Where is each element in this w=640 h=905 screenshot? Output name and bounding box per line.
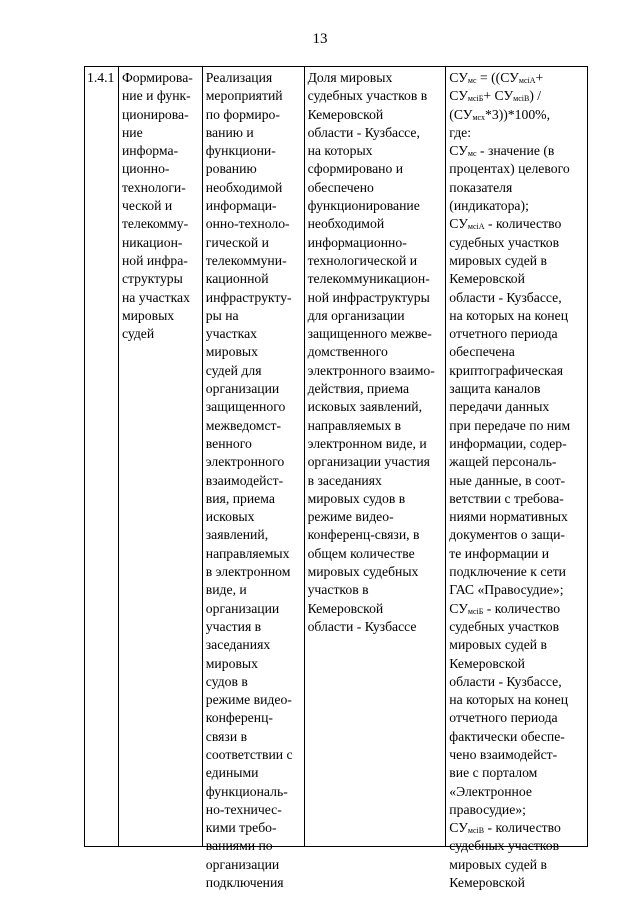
formula-line: «Электронное — [449, 783, 532, 799]
indicator-line: исковых заявлений, — [307, 399, 423, 415]
description-line: участия в — [205, 618, 262, 634]
description-line: функциональ- — [205, 783, 288, 799]
description-line: режиме видео- — [205, 692, 292, 708]
indicator-line: участков в — [307, 582, 369, 598]
event-line: на участках — [121, 289, 190, 305]
description-line: направляемых — [205, 545, 290, 561]
formula-line: отчетного периода — [449, 710, 558, 726]
formula-line: жащей персональ- — [449, 454, 557, 470]
description-line: функциони- — [205, 143, 276, 159]
formula-line: при передаче по ним — [449, 417, 571, 433]
indicator-line: области - Кузбассе, — [307, 124, 420, 140]
indicator-line: информационно- — [307, 234, 407, 250]
description-line: организации — [205, 600, 280, 616]
description-line: судей для — [205, 362, 262, 378]
formula-line: обеспечена — [449, 344, 515, 360]
description-line: заявлений, — [205, 527, 269, 543]
event-line: никацион- — [121, 234, 183, 250]
indicator-line: электронного взаимо- — [307, 362, 435, 378]
indicator-line: области - Кузбассе — [307, 618, 417, 634]
formula-line: показателя — [449, 179, 513, 195]
formula-line: правосудие»; — [449, 801, 526, 817]
formula-line: информации, содер- — [449, 435, 567, 451]
indicator-line: необходимой — [307, 216, 385, 232]
formula-line: передачи данных — [449, 399, 550, 415]
indicator-line: защищенного межве- — [307, 326, 432, 342]
event-line: информа- — [121, 143, 179, 159]
description-line: взаимодейст- — [205, 472, 284, 488]
formula-line: (индикатора); — [449, 198, 529, 214]
formula-line: мировых судей в — [449, 637, 548, 653]
indicator-line: домственного — [307, 344, 388, 360]
formula-line: на которых на конец — [449, 692, 569, 708]
formula-line: фактически обеспе- — [449, 728, 565, 744]
indicator-line: режиме видео- — [307, 509, 394, 525]
description-line: электронного — [205, 454, 285, 470]
formula-line: судебных участков — [449, 838, 560, 854]
description-line: виде, и — [205, 582, 247, 598]
description-line: судов в — [205, 673, 248, 689]
description-line: мероприятий — [205, 88, 283, 104]
indicator-line: технологической и — [307, 252, 418, 268]
formula-line: чено взаимодейст- — [449, 746, 558, 762]
event-line: технологи- — [121, 179, 186, 195]
formula-line-3: $(СУ_{мсх}*3))*100\%$, — [449, 106, 551, 122]
description-line: защищенного — [205, 399, 286, 415]
indicator-line: электронном виде, и — [307, 435, 427, 451]
indicator-line: на которых — [307, 143, 373, 159]
formula-line: судебных участков — [449, 618, 560, 634]
description-line: подключения — [205, 875, 284, 891]
formula-line: документов о защи- — [449, 527, 565, 543]
formula-line: Кемеровской — [449, 271, 525, 287]
formula-line: судебных участков — [449, 234, 560, 250]
description-line: Реализация — [205, 70, 273, 85]
indicator-line: ной инфраструктуры — [307, 289, 430, 305]
indicator-line: Доля мировых — [307, 70, 393, 85]
indicator-line: мировых судов в — [307, 490, 406, 506]
indicator-line: функционирование — [307, 198, 420, 214]
formula-line: подключение к сети — [449, 564, 567, 580]
event-name-cell — [119, 67, 203, 847]
formula-where: где: — [449, 124, 472, 140]
indicator-line: действия, приема — [307, 381, 410, 397]
formula-line: ГАС «Правосудие»; — [449, 582, 564, 598]
document-table — [84, 66, 588, 891]
formula-line: мировых судей в — [449, 856, 548, 872]
description-line: заседаниях — [205, 637, 271, 653]
description-line: в электронном — [205, 564, 291, 580]
indicator-line: общем количестве — [307, 545, 415, 561]
row-number: 1.4.1 — [87, 70, 115, 85]
formula-line: процентах) целевого — [449, 161, 570, 177]
description-line: онно-техноло- — [205, 216, 290, 232]
formula-line-2: $СУ_{мсiБ}+ СУ_{мсiВ}$) / — [449, 88, 542, 104]
formula-line: области - Кузбассе, — [449, 289, 562, 305]
event-line: ционирова- — [121, 106, 189, 122]
formula-line: криптографическая — [449, 362, 563, 378]
description-line: исковых — [205, 509, 255, 525]
indicator-line: телекоммуникацион- — [307, 271, 430, 287]
description-line: конференц- — [205, 710, 273, 726]
event-line: мировых — [121, 307, 175, 323]
event-line: Формирова- — [121, 70, 193, 85]
description-line: едиными — [205, 765, 259, 781]
indicator-line: конференц-связи, в — [307, 527, 420, 543]
formula-def-mc: $СУ_{мс}$ - значение (в — [449, 143, 555, 159]
description-line: организации — [205, 381, 280, 397]
formula-line: защита каналов — [449, 381, 541, 397]
formula-line: ниями нормативных — [449, 509, 568, 525]
formula-def-v: $СУ_{мсiВ}$ - количество — [449, 820, 561, 836]
event-line: ционно- — [121, 161, 170, 177]
formula-line: Кемеровской — [449, 875, 525, 891]
formula-def-a: $СУ_{мсiА}$ - количество — [449, 216, 562, 232]
description-line: ры на — [205, 307, 239, 323]
formula-line: на которых на конец — [449, 307, 569, 323]
description-line: ваниями по — [205, 838, 273, 854]
formula-line: вие с порталом — [449, 765, 538, 781]
description-line: телекоммуни- — [205, 252, 287, 268]
indicator-line: обеспечено — [307, 179, 374, 195]
description-cell — [203, 67, 305, 891]
formula-line: отчетного периода — [449, 326, 558, 342]
formula-cell — [446, 67, 588, 891]
formula-line: области - Кузбассе, — [449, 673, 562, 689]
event-line: ной инфра- — [121, 252, 188, 268]
description-line: информаци- — [205, 198, 277, 214]
indicator-line: организации участия — [307, 454, 430, 470]
description-line: межведомст- — [205, 417, 282, 433]
event-line: ческой и — [121, 198, 173, 214]
indicator-line: мировых судебных — [307, 564, 419, 580]
description-line: соответствии с — [205, 746, 293, 762]
indicator-line: сформировано и — [307, 161, 404, 177]
description-line: вия, приема — [205, 490, 275, 506]
description-line: участках — [205, 326, 257, 342]
indicator-line: судебных участков в — [307, 88, 428, 104]
description-line: венного — [205, 435, 252, 451]
description-line: кими требо- — [205, 820, 277, 836]
description-line: необходимой — [205, 179, 283, 195]
indicator-line: в заседаниях — [307, 472, 382, 488]
description-line: кационной — [205, 271, 269, 287]
formula-def-b: $СУ_{мсiБ}$ - количество — [449, 600, 561, 616]
event-line: ние и функ- — [121, 88, 191, 104]
description-line: рованию — [205, 161, 257, 177]
description-line: ванию и — [205, 124, 254, 140]
indicator-line: для организации — [307, 307, 405, 323]
description-line: организации — [205, 856, 280, 872]
page-number: 13 — [312, 31, 328, 47]
indicator-cell — [305, 67, 447, 847]
description-line: но-техничес- — [205, 801, 282, 817]
indicator-line: направляемых в — [307, 417, 402, 433]
description-line: связи в — [205, 728, 248, 744]
formula-line: ветствии с требова- — [449, 490, 564, 506]
description-line: гической и — [205, 234, 269, 250]
event-line: структуры — [121, 271, 183, 287]
event-line: телекомму- — [121, 216, 189, 232]
description-line: инфраструкту- — [205, 289, 292, 305]
indicator-line: Кемеровской — [307, 106, 384, 122]
indicator-line: Кемеровской — [307, 600, 384, 616]
formula-line-1: $СУ_{мс} = ((СУ_{мсiА}+$ — [449, 70, 544, 85]
event-line: судей — [121, 326, 155, 342]
formula-line: Кемеровской — [449, 655, 525, 671]
description-line: по формиро- — [205, 106, 280, 122]
description-line: мировых — [205, 344, 258, 360]
formula-line: те информации и — [449, 545, 550, 561]
row-number-cell — [85, 67, 119, 847]
formula-line: мировых судей в — [449, 252, 548, 268]
formula-line: ные данные, в соот- — [449, 472, 566, 488]
description-line: мировых — [205, 655, 258, 671]
event-line: ние — [121, 124, 143, 140]
